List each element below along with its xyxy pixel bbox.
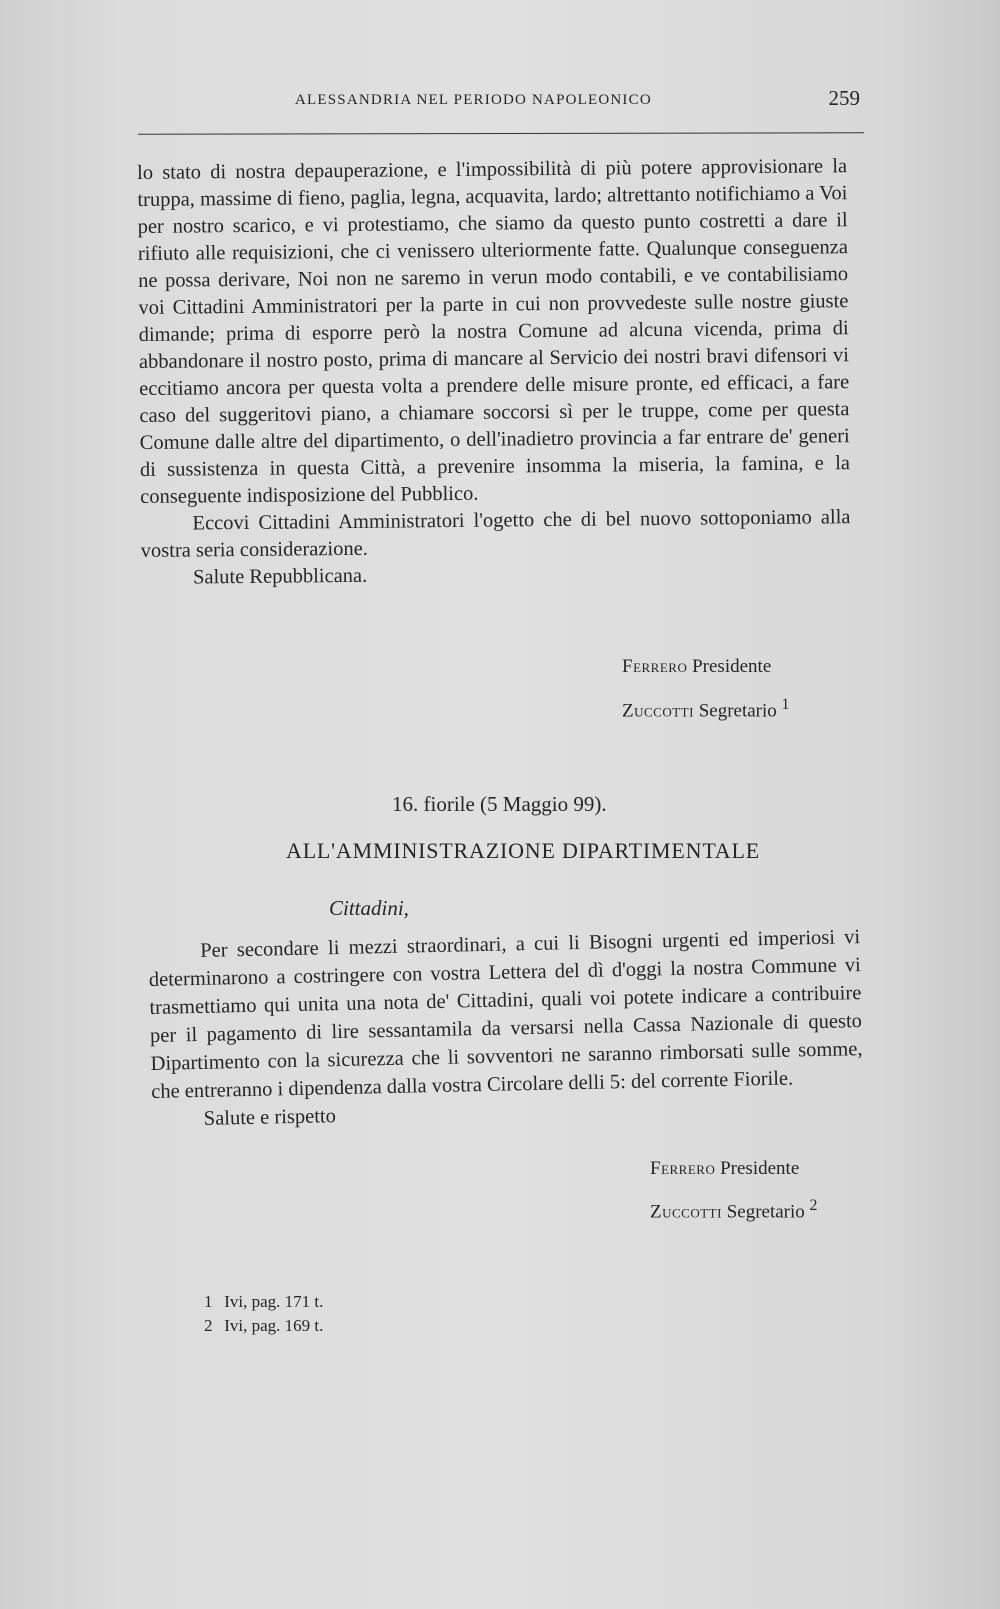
signatory-role: Presidente: [720, 1158, 800, 1179]
letter2-greeting: Salute e rispetto: [203, 1105, 337, 1130]
letter2-heading: ALL'AMMINISTRAZIONE DIPARTIMENTALE: [286, 838, 760, 863]
letter1-body: lo stato di nostra depauperazione, e l'impossibilità di più potere approvisionare la truppa, massime di fieno, paglia, legna, acquavita, lardo; altrettanto notifichiamo a Voi per nostro scarico, e vi protestiamo, che siamo da questo punto costretti a dare il rifiuto alle requisizioni, che ci venissero ulteriormente fatte. Qualunque conseguenza ne possa derivare, Noi non ne saremo in verun modo contabili, e ve contabilisiamo voi Cittadini Amministratori per la parte in cui non provvedeste sulle nostre giuste dimande; prima di esporre però la nostra Comune ad alcuna vicenda, prima di abbandonare il nostro posto, prima di mancare al Servicio dei nostri bravi difensori vi eccitiamo ancora per questa volta a prendere delle misure pronte, ed efficaci, a fare caso del suggeritovi piano, a chiamare soccorsi sì per le truppe, come per questa Comune dalle altre del dipartimento, o dell'inadietro provincia a far entrare de' generi di sussistenza in questa Città, a prevenire insomma la miseria, la famina, e la conseguente indisposizione del Pubblico.: [137, 155, 851, 508]
running-head: [135, 88, 863, 118]
footnote-mark: 2: [204, 1316, 213, 1335]
signatory-name: Ferrero: [650, 1158, 716, 1179]
letter2-salutation: Cittadini,: [329, 896, 409, 920]
footnote-text: Ivi, pag. 169 t.: [224, 1316, 324, 1335]
footnote-ref: 1: [781, 696, 790, 713]
footnote-text: Ivi, pag. 171 t.: [224, 1292, 324, 1311]
signatory-name: Ferrero: [622, 656, 688, 677]
signatory-role: Segretario: [698, 700, 777, 722]
letter1-signature-president: [622, 656, 771, 678]
footnotes: [204, 1290, 323, 1338]
letter1-signature-secretary: [622, 696, 789, 722]
letter2-signature-president: [650, 1158, 799, 1180]
letter1-closing-paragraph: Eccovi Cittadini Amministratori l'ogetto che di bel nuovo sottoponiamo alla vostra seria considerazione.: [140, 506, 851, 562]
footnote: [204, 1314, 323, 1338]
footnote-ref: 2: [809, 1197, 818, 1214]
signatory-role: Presidente: [692, 656, 772, 677]
running-title: ALESSANDRIA NEL PERIODO NAPOLEONICO: [295, 92, 652, 108]
letter2-body: Per secondare li mezzi straordinari, a cui li Bisogni urgenti ed imperiosi vi determinarono a costringere con vostra Lettera del dì d'oggi la nostra Commune vi trasmettiamo qui unita una nota de' Cittadini, quali voi potete indicare a contribuire per il pagamento di lire sessantamila da versarsi nella Cassa Nazionale di questo Dipartimento con la sicurezza che li sovventori ne saranno rimborsati sulle somme, che entreranno i dipendenza dalla vostra Circolare delli 5: del corrente Fiorile.: [148, 926, 863, 1103]
footnote: [204, 1290, 323, 1314]
letter1-text: [137, 153, 851, 592]
letter1-greeting: Salute Repubblicana.: [192, 564, 368, 589]
signatory-name: Zuccotti: [650, 1201, 722, 1223]
page-number: 259: [828, 86, 860, 110]
letter2-date: 16. fiorile (5 Maggio 99).: [392, 792, 607, 816]
signatory-name: Zuccotti: [622, 700, 694, 722]
signatory-role: Segretario: [726, 1201, 805, 1223]
footnote-mark: 1: [204, 1292, 213, 1311]
letter2-signature-secretary: [650, 1197, 817, 1223]
letter2-text: [148, 923, 864, 1134]
header-rule: [138, 132, 864, 135]
